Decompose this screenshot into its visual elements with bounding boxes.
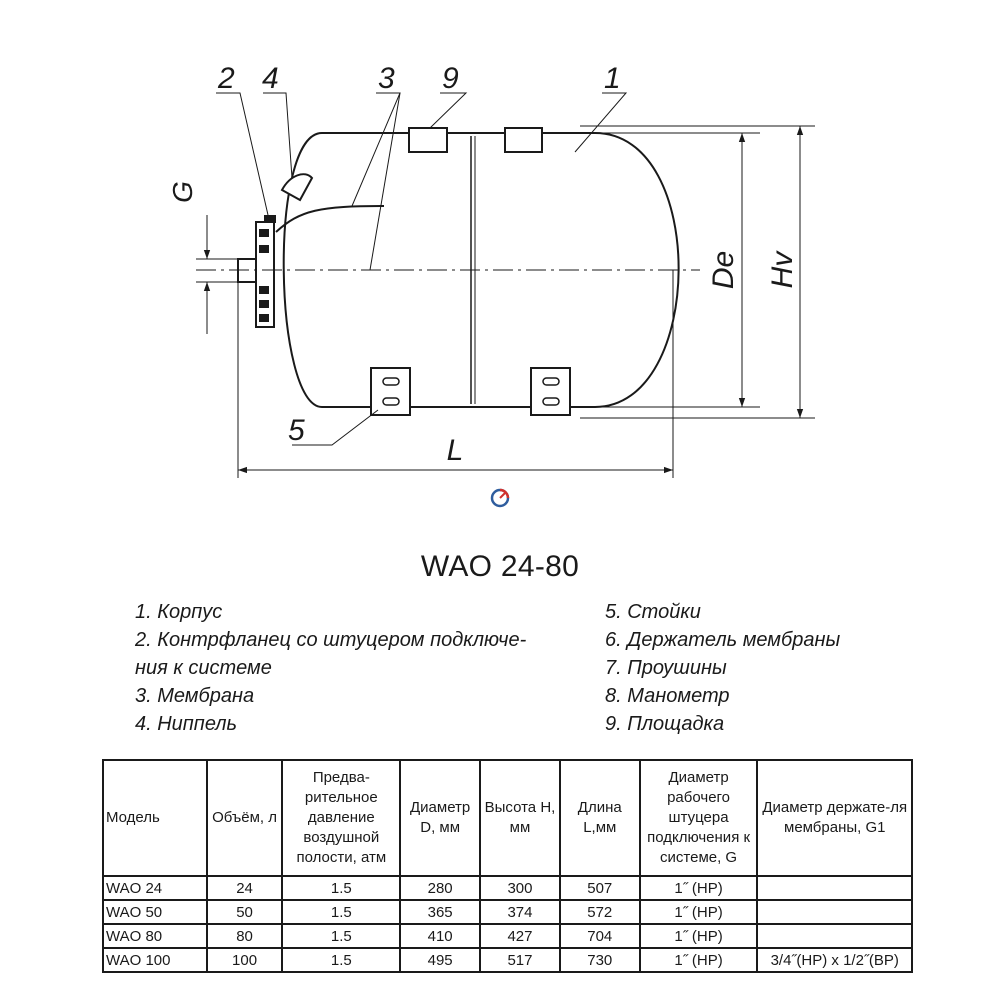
cell: 517 — [480, 948, 560, 972]
callout-2: 2 — [218, 62, 235, 95]
cell: 300 — [480, 876, 560, 900]
cell: 1˝ (НР) — [640, 900, 758, 924]
counter-flange — [256, 222, 274, 327]
legend-item: 8. Манометр — [605, 685, 730, 707]
cell: WAO 24 — [103, 876, 207, 900]
membrane — [276, 206, 384, 232]
leg-right — [531, 368, 570, 415]
cell: 1.5 — [282, 900, 400, 924]
cell: WAO 50 — [103, 900, 207, 924]
leader-5 — [292, 410, 378, 445]
header-connection: Диаметр рабочего штуцера подключения к системе, G — [640, 760, 758, 876]
table-row — [103, 876, 912, 900]
header-length: Длина L,мм — [560, 760, 640, 876]
leader-1 — [575, 93, 626, 152]
legend-item: 9. Площадка — [605, 713, 725, 735]
cell: 80 — [207, 924, 283, 948]
dim-label-De: De — [707, 250, 740, 290]
leg-left — [371, 368, 410, 415]
cell — [757, 876, 912, 900]
cell: 1˝ (НР) — [640, 924, 758, 948]
header-model: Модель — [103, 760, 207, 876]
dim-label-L: L — [446, 434, 464, 467]
header-pressure: Предва-рительное давление воздушной полости, атм — [282, 760, 400, 876]
dim-label-Hv: Hv — [766, 251, 799, 289]
legend-right — [605, 598, 840, 738]
cell: 365 — [400, 900, 480, 924]
cell: 704 — [560, 924, 640, 948]
cell: 1˝ (НР) — [640, 948, 758, 972]
legend-item: 3. Мембрана — [135, 685, 255, 707]
cell: WAO 100 — [103, 948, 207, 972]
header-height: Высота H, мм — [480, 760, 560, 876]
cell: 1.5 — [282, 924, 400, 948]
legend-left — [135, 598, 526, 738]
brand-logo-icon — [492, 490, 508, 506]
cell: 572 — [560, 900, 640, 924]
header-diameter: Диаметр D, мм — [400, 760, 480, 876]
header-membrane-holder: Диаметр держате-ля мембраны, G1 — [757, 760, 912, 876]
cell: 1.5 — [282, 876, 400, 900]
cell: 427 — [480, 924, 560, 948]
legend-item: 1. Корпус — [135, 601, 223, 623]
dim-label-G: G — [167, 181, 198, 203]
legend-item: 4. Ниппель — [135, 713, 238, 735]
cell — [757, 924, 912, 948]
cell — [757, 900, 912, 924]
cell: 50 — [207, 900, 283, 924]
legend-item: 5. Стойки — [605, 601, 701, 623]
model-title: WAO 24-80 — [420, 550, 580, 583]
legend-item: ния к системе — [135, 657, 272, 679]
cell: 280 — [400, 876, 480, 900]
nipple-cap — [282, 174, 312, 200]
specs-table — [102, 759, 913, 973]
legend-item: 6. Держатель мембраны — [605, 629, 841, 651]
legend-item: 7. Проушины — [605, 657, 727, 679]
legend-item: 2. Контрфланец со штуцером подключе- — [135, 629, 527, 651]
table-row — [103, 924, 912, 948]
cell: 1.5 — [282, 948, 400, 972]
top-platform-left — [409, 128, 447, 152]
cell: 507 — [560, 876, 640, 900]
cell: 410 — [400, 924, 480, 948]
callout-5: 5 — [288, 414, 305, 447]
cell: 374 — [480, 900, 560, 924]
header-volume: Объём, л — [207, 760, 283, 876]
table-row — [103, 948, 912, 972]
callout-3: 3 — [378, 62, 395, 95]
callout-1: 1 — [604, 62, 621, 95]
leader-2 — [216, 93, 268, 215]
leader-3 — [352, 93, 400, 206]
cell: 1˝ (НР) — [640, 876, 758, 900]
cell: WAO 80 — [103, 924, 207, 948]
callout-9: 9 — [442, 62, 459, 95]
cell: 24 — [207, 876, 283, 900]
cell: 730 — [560, 948, 640, 972]
callout-4: 4 — [262, 62, 279, 95]
cell: 100 — [207, 948, 283, 972]
table-row — [103, 900, 912, 924]
table-header-row — [103, 760, 912, 876]
top-platform-right — [505, 128, 542, 152]
leader-9 — [430, 93, 466, 128]
cell: 495 — [400, 948, 480, 972]
leader-4 — [263, 93, 292, 178]
cell: 3/4˝(НР) х 1/2˝(ВР) — [757, 948, 912, 972]
